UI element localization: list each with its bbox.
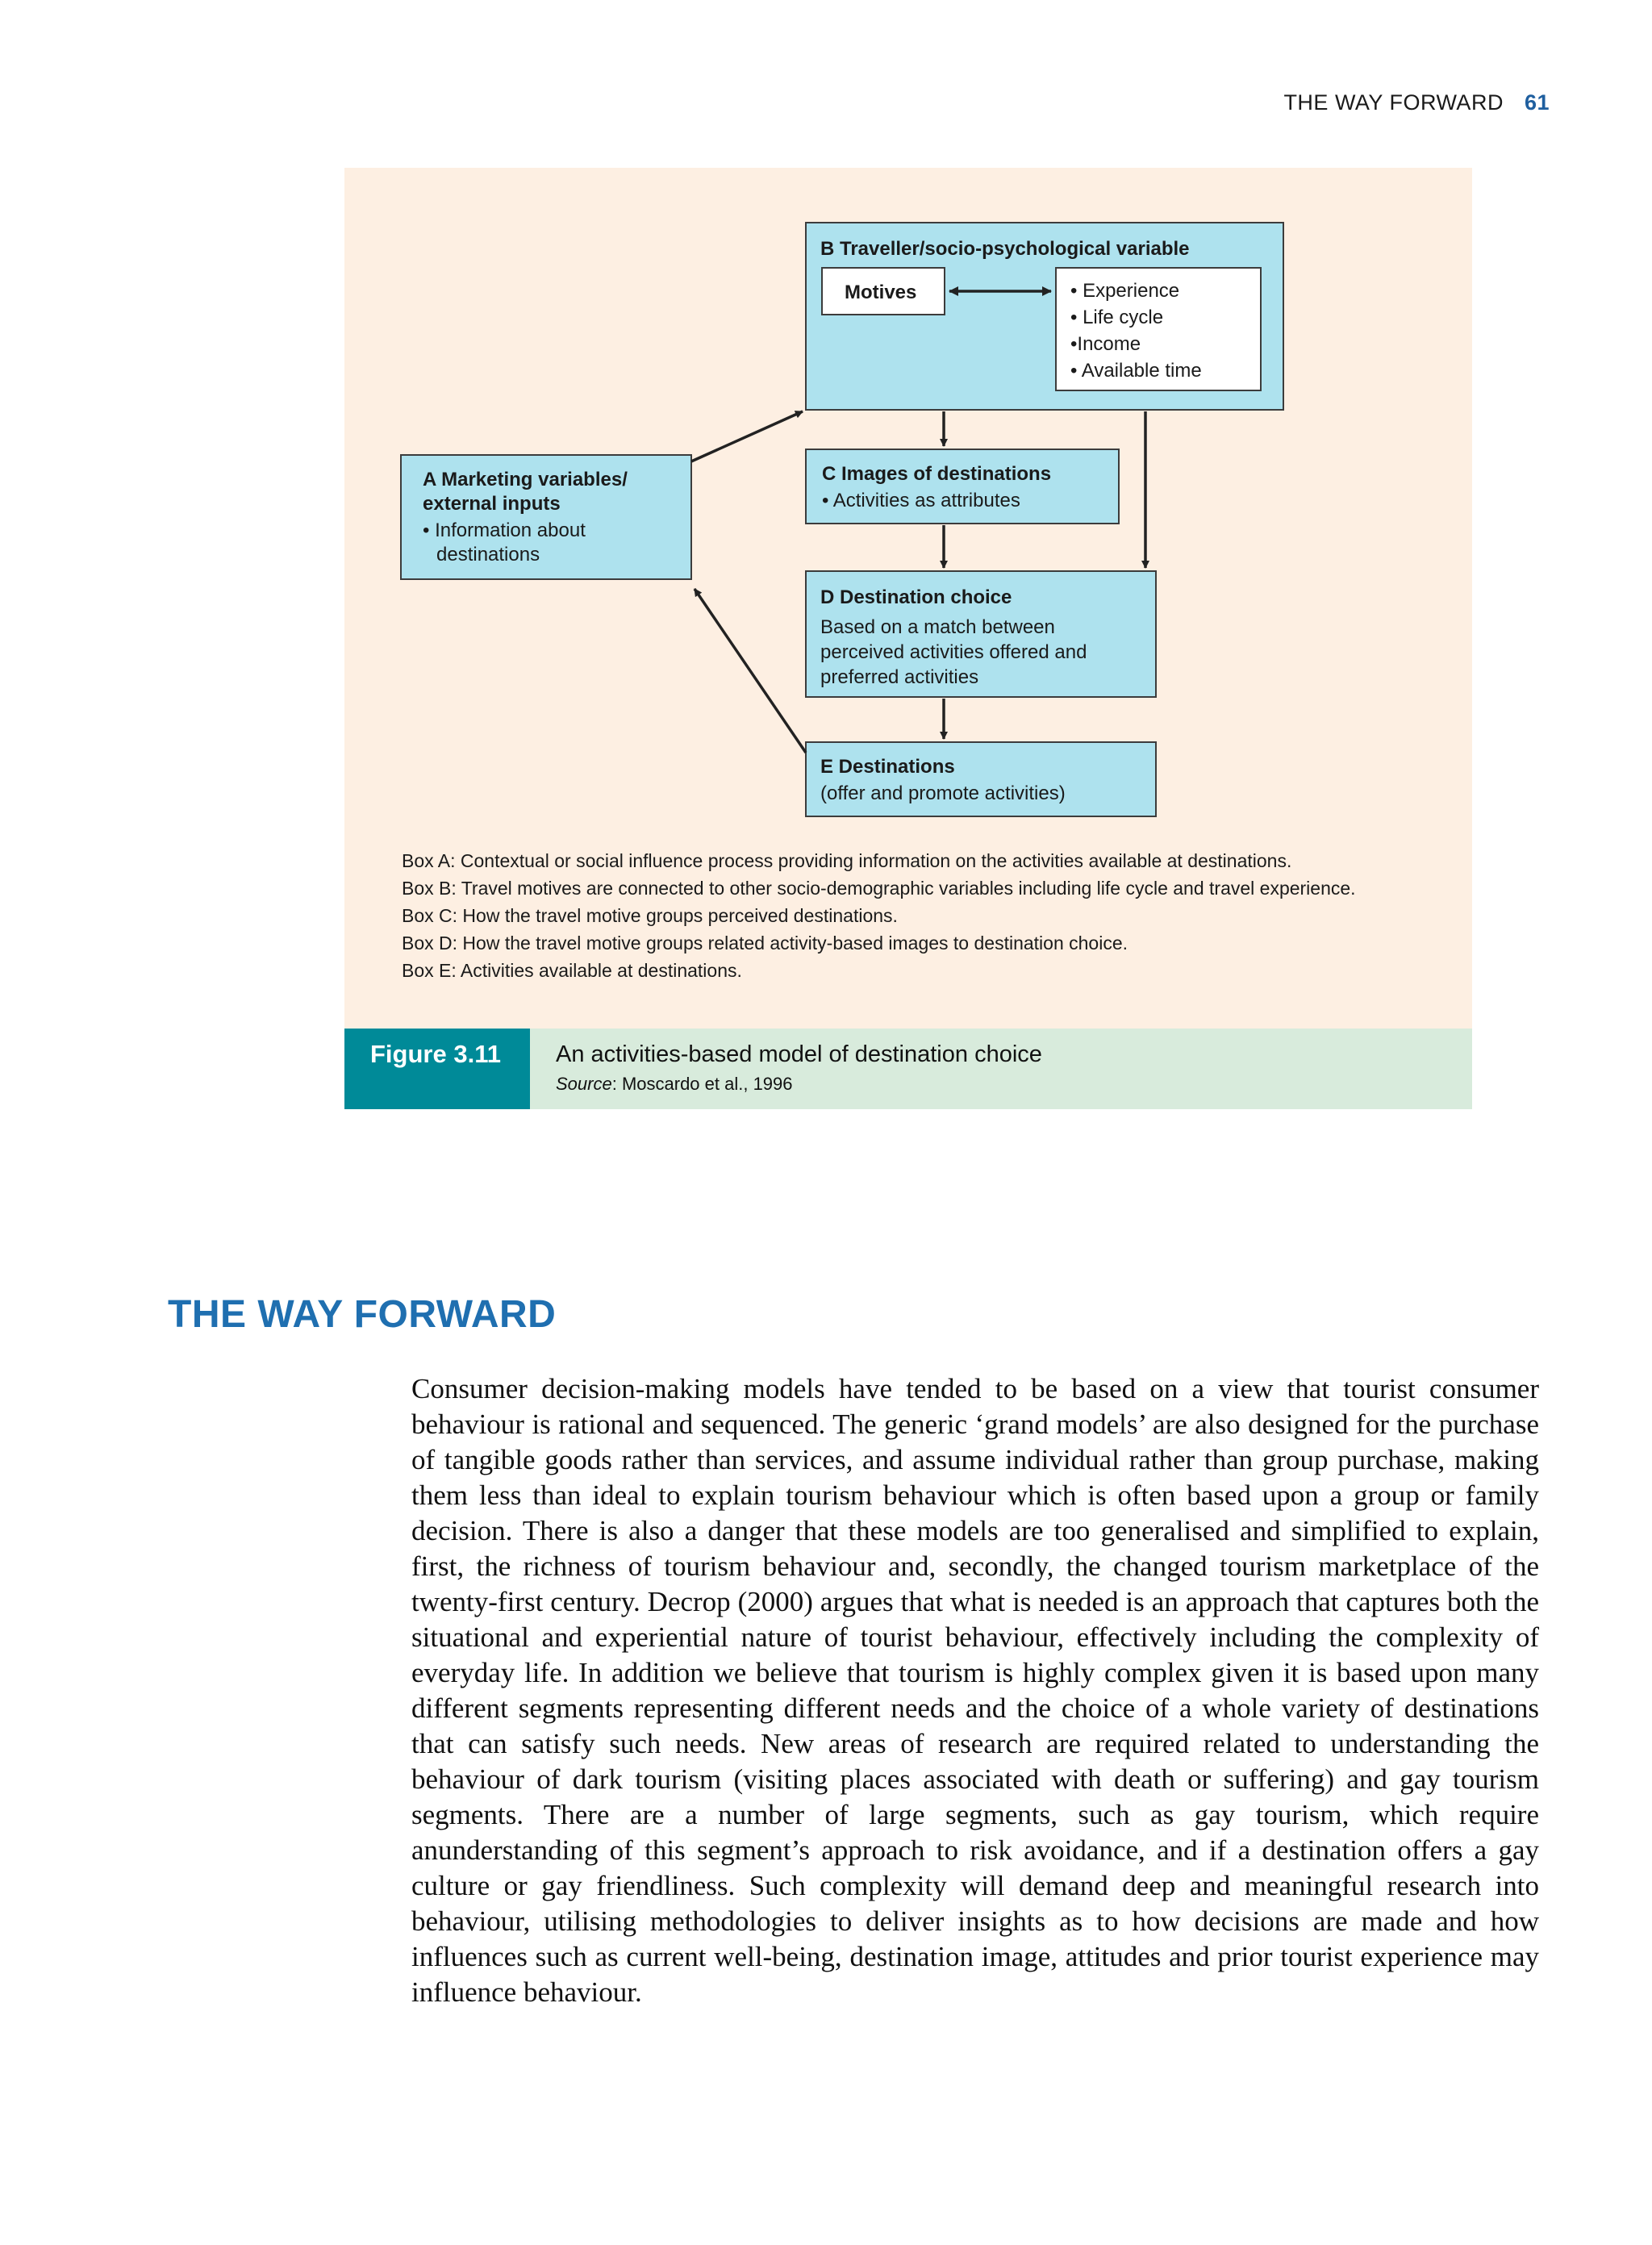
box-a-text: • Information about (423, 520, 586, 541)
box-note: Box D: How the travel motive groups related activity-based images to destination choice. (402, 933, 1128, 953)
box-note: Box C: How the travel motive groups perceived destinations. (402, 905, 898, 926)
variable-item: • Experience (1070, 280, 1180, 302)
figure-source (556, 1074, 793, 1095)
box-d-text: preferred activities (820, 666, 979, 688)
box-c-title: C Images of destinations (822, 463, 1052, 485)
variable-item: •Income (1070, 333, 1141, 355)
box-d-text: Based on a match between (820, 616, 1055, 638)
box-d (806, 571, 1156, 697)
caption-label-box (344, 1029, 530, 1109)
figure-title: An activities-based model of destination choice (556, 1041, 1042, 1067)
motives-label: Motives (845, 282, 917, 303)
box-d-text: perceived activities offered and (820, 641, 1087, 663)
box-b (806, 223, 1283, 410)
source-text: : Moscardo et al., 1996 (611, 1074, 793, 1094)
body-paragraph: Consumer decision-making models have tended to be based on a view that tourist consumer behaviour is rational and sequenced. The generic ‘grand models’ are also designed for the purchase of tangible goods rather than services, and assume individual rather than group purchase, making them less than ideal to explain tourism behaviour which is often based upon a group or family decision. There is also a danger that these models are too generalised and simplified to explain, first, the richness of tourism behaviour and, secondly, the changed tourism marketplace of the twenty-first century. Decrop (2000) argues that what is needed is an approach that captures both the situational and experiential nature of tourist behaviour, effectively including the complexity of everyday life. In addition we believe that tourism is highly complex given it is based upon many different segments representing different needs and the choice of a whole variety of destinations that can satisfy such needs. New areas of research are required related to understanding the behaviour of dark tourism (visiting places associated with death or suffering) and gay tourism segments. There are a number of large segments, such as gay tourism, which require anunderstanding of this segment’s approach to risk avoidance, and if a destination offers a gay culture or gay friendliness. Such complexity will demand deep and meaningful research into behaviour, utilising methodologies to deliver insights as to how decisions are made and how influences such as current well-being, destination image, attitudes and prior tourist experience may influence behaviour. (411, 1373, 1539, 2008)
box-c (806, 449, 1119, 524)
box-e-title: E Destinations (820, 756, 955, 778)
source-label: Source (556, 1074, 612, 1094)
box-e-text: (offer and promote activities) (820, 782, 1066, 804)
box-a-title: external inputs (423, 493, 561, 515)
a-to-b-arrow (691, 411, 803, 461)
box-note: Box A: Contextual or social influence process providing information on the activities available at destinations. (402, 850, 1292, 871)
figure-caption (344, 1029, 1472, 1109)
box-b-title: B Traveller/socio-psychological variable (820, 238, 1190, 260)
box-a-title: A Marketing variables/ (423, 469, 628, 490)
figure-label: Figure 3.11 (370, 1040, 501, 1068)
variable-item: • Available time (1070, 360, 1202, 382)
box-d-title: D Destination choice (820, 586, 1012, 608)
running-head (1283, 90, 1550, 115)
box-c-text: • Activities as attributes (822, 490, 1020, 511)
box-a-text: destinations (436, 544, 540, 565)
box-note: Box B: Travel motives are connected to other socio-demographic variables including life cycle and travel experience. (402, 878, 1356, 899)
page-number: 61 (1524, 90, 1550, 115)
section-heading: THE WAY FORWARD (168, 1293, 557, 1336)
e-to-a-arrow (695, 589, 806, 753)
running-head-title: THE WAY FORWARD (1283, 90, 1504, 115)
box-e (806, 742, 1156, 816)
box-note: Box E: Activities available at destinations. (402, 960, 742, 981)
variable-item: • Life cycle (1070, 307, 1164, 328)
box-a (401, 455, 691, 579)
